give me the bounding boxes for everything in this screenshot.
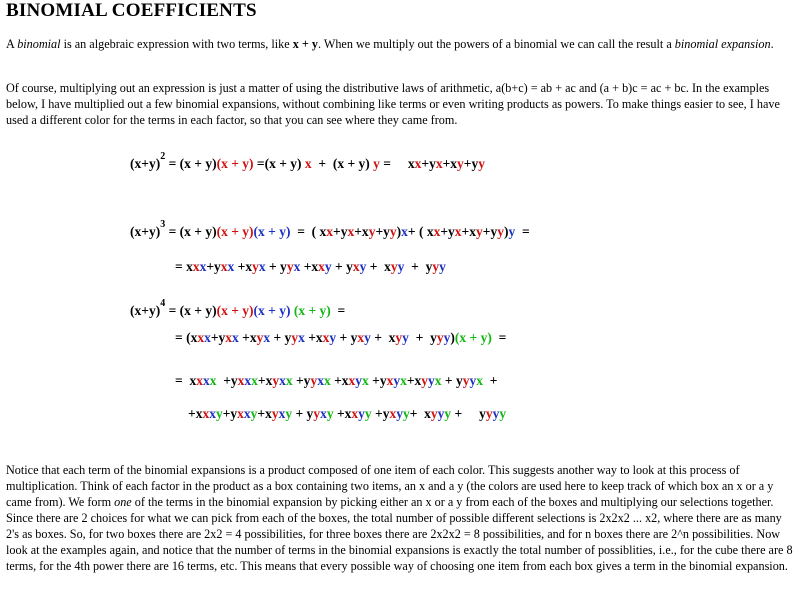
equation-term: x xyxy=(352,259,360,274)
equation-square xyxy=(130,151,485,172)
equation-term: x xyxy=(320,406,327,421)
equation-term: +y xyxy=(206,259,221,274)
binomial-expansion-term: binomial expansion xyxy=(674,37,771,51)
equation-term: x xyxy=(232,330,239,345)
equation-term: = xyxy=(330,303,346,318)
equation-term: x xyxy=(357,330,365,345)
distributive-paragraph: Of course, multiplying out an expression is just a matter of using the distributive laws of arithmetic, a(b+c) = ab + ac and (a + b)c = ac + bc. In the examples below, I have multiplied out a few binomial expansions, without combining like terms or even writing products as powers. To make things easier to see, I have used a different color for the terms in each factor, so that you can see where they came from. xyxy=(6,81,780,127)
equation-fourth-line1 xyxy=(130,298,345,319)
equation-term: x xyxy=(317,373,324,388)
equation-term: = xyxy=(515,224,530,239)
equation-term: y xyxy=(402,406,410,421)
equation-term: y xyxy=(492,406,500,421)
equation-term: +x xyxy=(330,373,349,388)
equation-term: +x xyxy=(304,330,323,345)
selection-paragraph: Notice that each term of the binomial expansions is a product composed of one item of each color. This suggests another way to look at this process of multiplication. Think of each factor in the product as a box containing two items, an x and a y (the colors are used here to keep track of which box an x or a y came from). We form one of the terms in the binomial expansion by picking either an x or a y from each of the boxes and multiplying our selections together. Since there are 2 choices for what we can pick from each of the boxes, the total number of possible different selections is 2x2x2 ... x2, where there are as many 2's as boxes. So, for two boxes there are 2x2 = 4 possibilities, for three boxes there are 2x2x2 = 8 possibilities, and for n boxes there are 2^n possibilities. Now look at the examples again, and notice that the number of terms in the binomial expansions is exactly the total number of possiblities, i.e., for the cube there are 8 terms, for the 4th power there are 16 terms, etc. This means that every possible way of choosing one item from each box gives a term in the binomial expansion. xyxy=(6,463,793,573)
equation-term: y xyxy=(478,156,485,171)
equation-term: +x xyxy=(406,373,422,388)
equation-term: y xyxy=(443,330,451,345)
equation-term: (x + y) xyxy=(290,303,331,318)
equation-term: x xyxy=(192,259,200,274)
equation-term: x xyxy=(243,406,251,421)
equation-term: ) xyxy=(450,330,455,345)
equation-term: +y xyxy=(440,224,455,239)
equation-term: y xyxy=(256,330,264,345)
equation-term: x xyxy=(362,373,369,388)
equation-term: y xyxy=(291,330,299,345)
equation-term: y xyxy=(215,406,223,421)
equation-term: y xyxy=(252,259,259,274)
equation-term: 3 xyxy=(160,219,166,230)
equation-term: x xyxy=(348,373,356,388)
equation-term: y xyxy=(364,330,371,345)
equation-term: =(x + y) xyxy=(253,156,302,171)
equation-term: +x xyxy=(461,224,476,239)
equation-term: (x + y) xyxy=(216,303,254,318)
equation-term: y xyxy=(436,330,444,345)
equation-term: x xyxy=(197,330,205,345)
equation-term: = xyxy=(491,330,507,345)
equation-term: = x xyxy=(175,373,197,388)
equation-term: y xyxy=(310,373,318,388)
equation-term: +x xyxy=(188,406,203,421)
equation-term: y xyxy=(462,373,470,388)
equation-term: x xyxy=(322,330,330,345)
equation-term: + y xyxy=(336,330,358,345)
equation-term: x xyxy=(244,373,252,388)
equation-term: y xyxy=(432,259,440,274)
equation-term: x xyxy=(278,406,286,421)
one-emphasis: one xyxy=(114,495,132,509)
equation-term: +y xyxy=(368,373,387,388)
equation-term: x xyxy=(347,224,355,239)
equation-term: x xyxy=(220,259,228,274)
equation-term: x xyxy=(414,156,422,171)
equation-term: + y xyxy=(408,330,437,345)
equation-fourth-line4 xyxy=(188,406,506,422)
equation-term: y xyxy=(329,330,337,345)
equation-fourth-line2 xyxy=(175,330,506,346)
equation-term: x xyxy=(204,330,211,345)
equation-term: y xyxy=(359,259,367,274)
equation-term: (x+y) xyxy=(130,224,161,239)
equation-term: +y xyxy=(216,373,238,388)
equation-term: y xyxy=(476,224,483,239)
equation-cube-line1 xyxy=(130,219,530,240)
equation-term: +x xyxy=(234,259,253,274)
equation-term: y xyxy=(313,406,321,421)
equation-term: + ( x xyxy=(407,224,434,239)
equation-term: y xyxy=(437,406,445,421)
equation-term: y xyxy=(499,406,507,421)
equation-term: + xyxy=(483,373,498,388)
equation-term: + (x + y) xyxy=(311,156,370,171)
equation-term: y xyxy=(324,259,332,274)
equation-term: y xyxy=(508,224,516,239)
equation-term: x xyxy=(209,406,216,421)
equation-term: = ( x xyxy=(290,224,327,239)
equation-term: = (x + y) xyxy=(165,224,217,239)
equation-term: y xyxy=(393,373,401,388)
equation-term: y xyxy=(469,373,477,388)
equation-term: +x xyxy=(257,373,273,388)
equation-term: ) xyxy=(503,224,509,239)
equation-term: 2 xyxy=(160,151,166,162)
equation-term: y xyxy=(389,224,397,239)
equation-term: +x xyxy=(300,259,319,274)
equation-term: y xyxy=(390,259,398,274)
intro-paragraph: A binomial is an algebraic expression with two terms, like x + y. When we multiply out the powers of a binomial we can call the result a binomial expansion. xyxy=(6,37,774,51)
equation-term: y xyxy=(395,330,403,345)
equation-term: x xyxy=(351,406,359,421)
equation-term: x xyxy=(251,373,258,388)
equation-term: y xyxy=(358,406,365,421)
equation-term: x xyxy=(298,330,305,345)
equation-term: +y xyxy=(482,224,498,239)
equation-term: y xyxy=(444,406,452,421)
equation-term: y xyxy=(396,406,403,421)
equation-term: x xyxy=(202,373,210,388)
equation-term: (x + y) xyxy=(454,330,492,345)
binomial-term: binomial xyxy=(17,37,61,51)
equation-term: +y xyxy=(463,156,479,171)
equation-term: = (x + y) xyxy=(165,303,217,318)
equation-term: x xyxy=(386,373,394,388)
page-title: BINOMIAL COEFFICIENTS xyxy=(6,0,257,21)
equation-term: y xyxy=(430,406,438,421)
equation-term: +y xyxy=(333,224,348,239)
equation-term: y xyxy=(457,156,464,171)
equation-term: +y xyxy=(210,330,226,345)
equation-term: y xyxy=(250,406,258,421)
equation-term: x xyxy=(293,259,301,274)
equation-term: x xyxy=(227,259,235,274)
equation-term: y xyxy=(355,373,363,388)
equation-term: x xyxy=(237,406,244,421)
equation-term: (x+y) xyxy=(130,156,161,171)
equation-term: (x + y) xyxy=(253,224,291,239)
equation-term: x xyxy=(433,224,441,239)
equation-term: x xyxy=(454,224,462,239)
equation-term: + x xyxy=(370,330,396,345)
equation-term: +y xyxy=(375,224,390,239)
equation-term: y xyxy=(421,373,429,388)
equation-term: x xyxy=(199,259,207,274)
equation-term: +x xyxy=(238,330,257,345)
equation-term: x xyxy=(326,224,334,239)
equation-term: y xyxy=(271,406,279,421)
equation-term: x xyxy=(389,406,397,421)
equation-term: x xyxy=(202,406,210,421)
equation-term: +y xyxy=(222,406,238,421)
equation-term: = x xyxy=(175,259,193,274)
equation-term: + x xyxy=(409,406,431,421)
equation-term: = (x xyxy=(175,330,198,345)
binomial-example: x + y xyxy=(292,37,318,51)
equation-term: x xyxy=(237,373,245,388)
equation-term: x xyxy=(476,373,483,388)
equation-term: x xyxy=(318,259,325,274)
equation-term: (x + y) xyxy=(253,303,291,318)
equation-term: + x xyxy=(366,259,391,274)
equation-term: y xyxy=(286,259,294,274)
equation-term: x xyxy=(401,224,408,239)
equation-term: +y xyxy=(292,373,311,388)
equation-term: + y xyxy=(451,406,486,421)
equation-term: + y xyxy=(404,259,433,274)
equation-term: y xyxy=(285,406,293,421)
equation-term: y xyxy=(428,373,435,388)
equation-term: y xyxy=(272,373,280,388)
equation-term: y xyxy=(439,259,446,274)
equation-term: x xyxy=(301,156,312,171)
equation-term: +y xyxy=(421,156,436,171)
equation-term: x xyxy=(196,373,203,388)
equation-term: (x + y) xyxy=(216,156,254,171)
equation-term: +x xyxy=(354,224,369,239)
equation-term: x xyxy=(225,330,233,345)
equation-term: (x+y) xyxy=(130,303,161,318)
equation-term: x xyxy=(434,373,442,388)
equation-fourth-line3 xyxy=(175,373,497,389)
equation-term: y xyxy=(326,406,334,421)
equation-term: y xyxy=(485,406,493,421)
equation-term: 4 xyxy=(160,298,166,309)
equation-term: x xyxy=(285,373,293,388)
equation-term: y xyxy=(402,330,409,345)
equation-term: y xyxy=(497,224,504,239)
equation-term: + y xyxy=(331,259,353,274)
equation-term: + y xyxy=(270,330,292,345)
equation-term: x xyxy=(323,373,331,388)
equation-term: y xyxy=(369,156,380,171)
equation-term: y xyxy=(397,259,405,274)
equation-term: x xyxy=(258,259,266,274)
equation-term: = x xyxy=(379,156,415,171)
equation-term: y xyxy=(364,406,372,421)
equation-term: = (x + y) xyxy=(165,156,217,171)
equation-term: x xyxy=(435,156,443,171)
equation-term: x xyxy=(400,373,407,388)
equation-term: + y xyxy=(441,373,463,388)
equation-cube-line2 xyxy=(175,259,446,275)
equation-term: +y xyxy=(371,406,390,421)
equation-term: (x + y) xyxy=(216,224,254,239)
equation-term: x xyxy=(279,373,286,388)
equation-term: ) xyxy=(396,224,402,239)
equation-term: + y xyxy=(265,259,287,274)
equation-term: y xyxy=(368,224,376,239)
equation-term: +x xyxy=(333,406,352,421)
equation-term: x xyxy=(209,373,217,388)
equation-term: x xyxy=(263,330,271,345)
equation-term: +x xyxy=(442,156,458,171)
equation-term: +x xyxy=(257,406,272,421)
equation-term: + y xyxy=(292,406,314,421)
